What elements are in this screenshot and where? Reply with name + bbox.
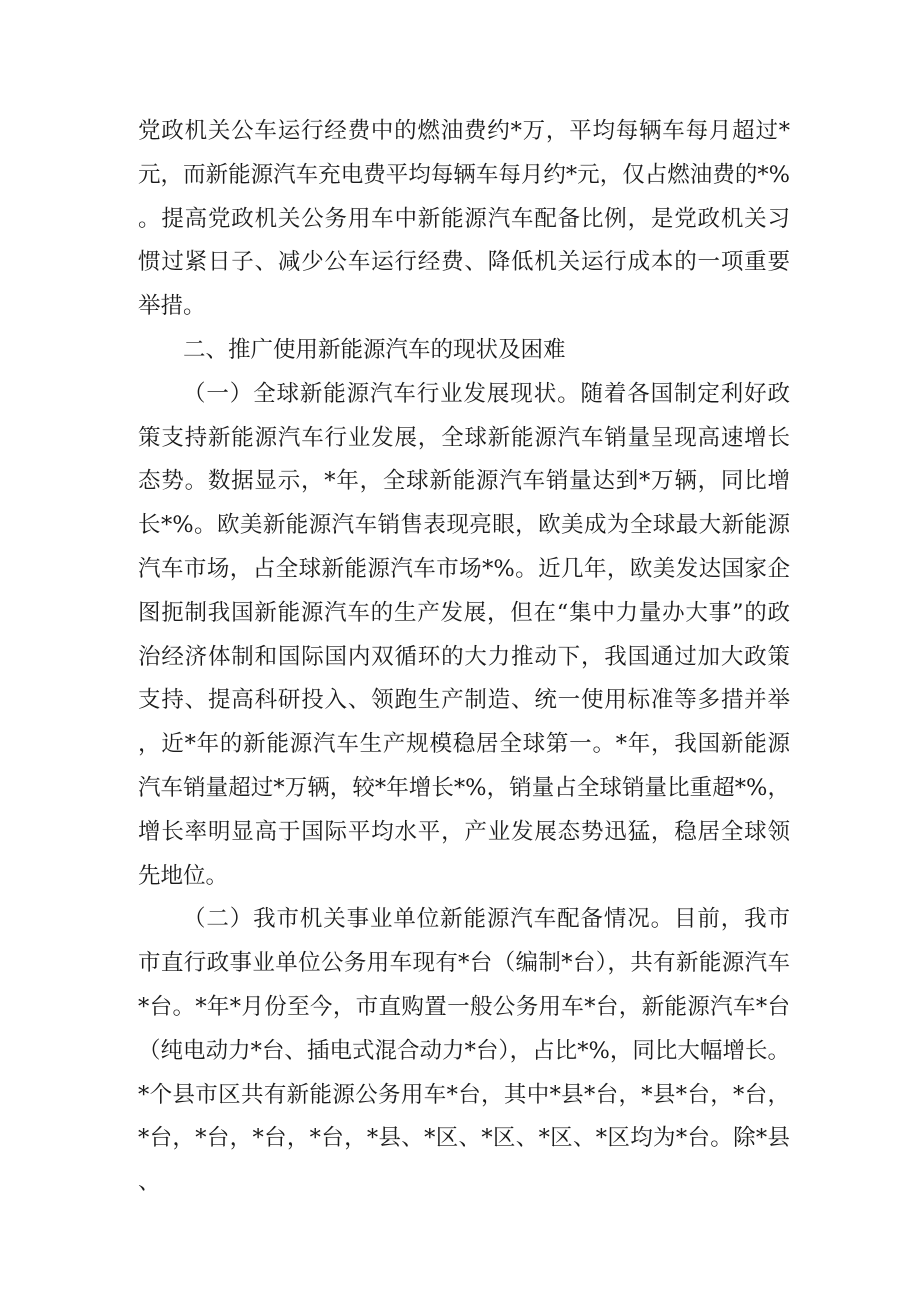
paragraph-global-nev-status: （一）全球新能源汽车行业发展现状。随着各国制定利好政策支持新能源汽车行业发展，全球新能源汽车销量呈现高速增长态势。数据显示，*年，全球新能源汽车销量达到*万辆，同比增长*%。欧美新能源汽车销售表现亮眼，欧美成为全球最大新能源汽车市场，占全球新能源汽车市场*%。近几年，欧美发达国家企图扼制我国新能源汽车的生产发展，但在“集中力量办大事”的政治经济体制和国际国内双循环的大力推动下，我国通过加大政策支持、提高科研投入、领跑生产制造、统一使用标准等多措并举，近*年的新能源汽车生产规模稳居全球第一。*年，我国新能源汽车销量超过*万辆，较*年增长*%，销量占全球销量比重超*%，增长率明显高于国际平均水平，产业发展态势迅猛，稳居全球领先地位。 bbox=[138, 380, 790, 889]
section-heading-status-difficulties: 二、推广使用新能源汽车的现状及困难 bbox=[183, 336, 566, 363]
paragraph-city-nev-allocation: （二）我市机关事业单位新能源汽车配备情况。目前，我市市直行政事业单位公务用车现有*台（编制*台），共有新能源汽车*台。*年*月份至今，市直购置一般公务用车*台，新能源汽车*台（纯电动力*台、插电式混合动力*台），占比*%，同比大幅增长。*个县市区共有新能源公务用车*台，其中*县*台，*县*台，*台，*台，*台，*台，*台，*县、*区、*区、*区、*区均为*台。除*县、 bbox=[138, 906, 790, 1196]
document-page bbox=[138, 110, 790, 1205]
paragraph-fuel-cost: 党政机关公车运行经费中的燃油费约*万，平均每辆车每月超过*元，而新能源汽车充电费平均每辆车每月约*元，仅占燃油费的*%。提高党政机关公务用车中新能源汽车配备比例，是党政机关习惯过紧日子、减少公车运行经费、降低机关运行成本的一项重要举措。 bbox=[138, 118, 790, 320]
